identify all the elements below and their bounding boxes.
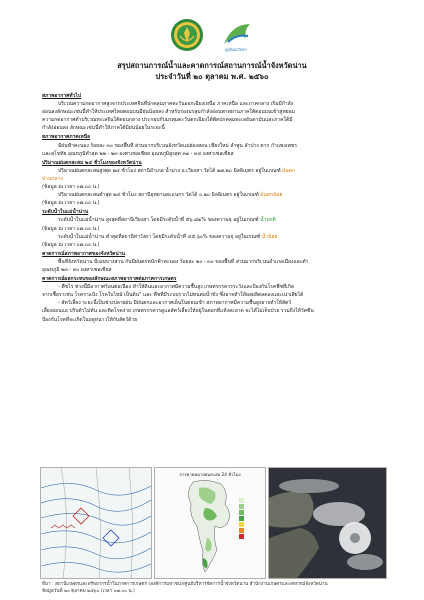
river-high-text: ระดับน้ำในแม่น้ำน่าน สูงสุดที่สถานีเวียงสา โดยมีระดับน้ำที่ ๕๖.๘๑% ของความจุ อยู่ในเกณฑ์ (58, 217, 261, 224)
river-low-time: (ข้อมูล ณ เวลา ๐๗.๐๐ น.) (42, 241, 100, 248)
agri-line: - สัตว์เลี้ยง ระยะนี้เป็นช่วงปลายฝน มีฝนตกและอากาศเย็นในตอนเช้า สภาพอากาศมีความชื้นสูงอาจทำให้สัตว์ (58, 300, 292, 307)
section-heading-north: สภาพอากาศภาคเหนือ (42, 134, 91, 141)
section-heading-general: สภาพอากาศทั่วไป (42, 93, 82, 99)
rain-max-level-cont: ปานกลาง (42, 175, 63, 182)
rain-min-line (42, 191, 384, 199)
satellite-image (268, 467, 387, 579)
report-body (42, 92, 384, 324)
north-line: มีฝนฟ้าคะนอง ร้อยละ ๓๐ ของพื้นที่ ส่วนมากบริเวณจังหวัดแม่ฮ่องสอน เชียงใหม่ ลำพูน ลำปาง ตาก กำแพงเพชร (58, 142, 297, 149)
agri-line: - พืชไร่ ช่วงนี้มีอากาศร้อนต่อเนื่อง ทำให้ดินและอากาศมีความชื้นสูง เกษตรกรควรระวังและป้องกันโรคพืชที่เกิด (58, 284, 295, 291)
meteorology-logo (218, 18, 254, 54)
general-line: ความกดอากาศต่ำบริเวณทะเลจีนใต้ตอนกลาง ประกอบกับมรสุมตะวันตกเฉียงใต้พัดปกคลุมทะเลอันดามันและภาคใต้มี (42, 117, 293, 124)
header-logos (0, 16, 424, 56)
agri-line: เลี้ยงอ่อนแอ ปรับตัวไม่ทัน และติดโรคง่าย เกษตรกรควรดูแลสัตว์เลี้ยงให้อยู่ในคอกที่แห้งสะอาด จะได้ไม่เจ็บป่วย รวมถึงให้วัคซีน (42, 308, 314, 315)
section-heading-river: ระดับน้ำในแม่น้ำน่าน (42, 209, 89, 216)
footnote-line: ที่มา : สถานีเกษตรและทรัพยากรน้ำในภาคการเกษตร (องค์การมหาชน)/ศูนย์บริหารจัดการน้ำจังหวัดน่าน สำนักงานเกษตรและสหกรณ์จังหวัดน่าน (42, 582, 328, 587)
rain-map-title: การคาดหมายฝนสะสม 24 ชั่วโมง (179, 472, 241, 477)
section-heading-agri: คาดการณ์ผลกระทบของลักษณะสภาพอากาศต่อภาคการเกษตร (42, 276, 177, 283)
general-line: บริเวณความกดอากาศสูงจากประเทศจีนที่ปกคลุมภาคตะวันออกเฉียงเหนือ ภาคเหนือ และภาคกลาง เริ่มมีกำลัง (58, 101, 294, 108)
general-line: อ่อนลงลักษณะเช่นนี้ทำให้ประเทศไทยตอนบนมีฝนน้อยลง สำหรับร่องมรสุมกำลังอ่อนพาดผ่านภาคใต้ตอนบนเข้าสู่หย่อม (42, 109, 295, 116)
weather-figures (40, 467, 385, 582)
river-high-line (42, 216, 384, 224)
rain-max-line (42, 167, 384, 175)
source-footnote (42, 581, 392, 595)
rain-min-time: (ข้อมูล ณ เวลา ๐๗.๐๐ น.) (42, 200, 100, 207)
logo-caption: อุตุนิยมวิทยา (224, 47, 248, 52)
rain-max-text: ปริมาณฝนตกสะสมสูงสุด ๒๔ ชั่วโมง สถานีอำเภอ น้ำม่วง อ.เวียงสา วัดได้ ๑๗.๒๐ มิลลิเมตร อยู่ในเกณฑ์ (58, 167, 283, 174)
river-low-text: ระดับน้ำในแม่น้ำน่าน ต่ำสุดที่สถานีท่าวังผา โดยมีระดับน้ำที่ ๔๕.๖๐% ของความจุ อยู่ในเกณฑ์ (58, 233, 262, 240)
north-line: และสุโขทัย อุณหภูมิต่ำสุด ๒๒ - ๒๓ องศาเซลเซียส อุณหภูมิสูงสุด ๓๑ - ๓๔ องศาเซลเซียส (42, 150, 234, 157)
rain-min-level: ฝนตกน้อย (260, 192, 283, 199)
footnote-line: ข้อมูลวันที่ ๒๐ ตุลาคม ๒๕๖๐ (เวลา ๐๗.๐๐ น.) (42, 589, 135, 594)
river-low-line (42, 233, 384, 241)
river-low-level: น้ำน้อย (261, 233, 278, 240)
forecast-line: อุณหภูมิ ๒๓ - ๓๐ องศาเซลเซียส (42, 266, 112, 273)
river-high-time: (ข้อมูล ณ เวลา ๐๗.๐๐ น.) (42, 225, 100, 232)
river-high-level: น้ำปกติ (260, 217, 276, 224)
agri-line: ป้องกันโรคที่จะเกิดในฤดูหนาวให้กับสัตว์ด้วย (42, 316, 138, 323)
forecast-line: พื้นที่จังหวัดน่าน มีเมฆบางส่วน กับมีฝนตกหนักฟ้าคะนอง ร้อยละ ๒๐ - ๓๐ ของพื้นที่ ส่วนมากบริเวณอำเภอเมืองและตำ (58, 258, 309, 265)
page-date: ประจำวันที่ ๒๐ ตุลาคม พ.ศ. ๒๕๖๐ (155, 72, 269, 81)
rain-forecast-map-image (154, 467, 266, 579)
agri-line: จากเชื้อราเช่น โรคราแป้ง โรคใบไหม้ เป็นต้น" และ พืชที่มีระบบรากไม่ทนต่อน้ำขัง ซึ่งอาจทำให้ผลผลิตลดลงและเน่าเสียได้ (42, 292, 304, 299)
general-line: กำลังอ่อนลง ลักษณะเช่นนี้ทำให้ภาคใต้มีฝนน้อยในระยะนี้ (42, 125, 165, 132)
rain-max-level: ฝนตก (282, 167, 295, 174)
section-heading-rain: ปริมาณฝนตกสะสม ๒๔ ชั่วโมงของจังหวัดน่าน (42, 159, 142, 166)
page-title: สรุปสถานการณ์น้ำและคาดการณ์สถานการณ์น้ำจังหวัดน่าน (117, 61, 307, 70)
rain-max-time: (ข้อมูล ณ เวลา ๐๗.๐๐ น.) (42, 184, 100, 191)
rain-min-text: ปริมาณฝนตกสะสมต่ำสุด ๒๔ ชั่วโมง สถานีอุทยานสะแนกร วัดได้ ๐.๒๐ มิลลิเมตร อยู่ในเกณฑ์ (58, 192, 261, 199)
section-heading-forecast: คาดการณ์สภาพอากาศของจังหวัดน่าน (42, 250, 126, 257)
pressure-chart-image (40, 467, 152, 579)
ministry-seal-logo (170, 18, 204, 52)
